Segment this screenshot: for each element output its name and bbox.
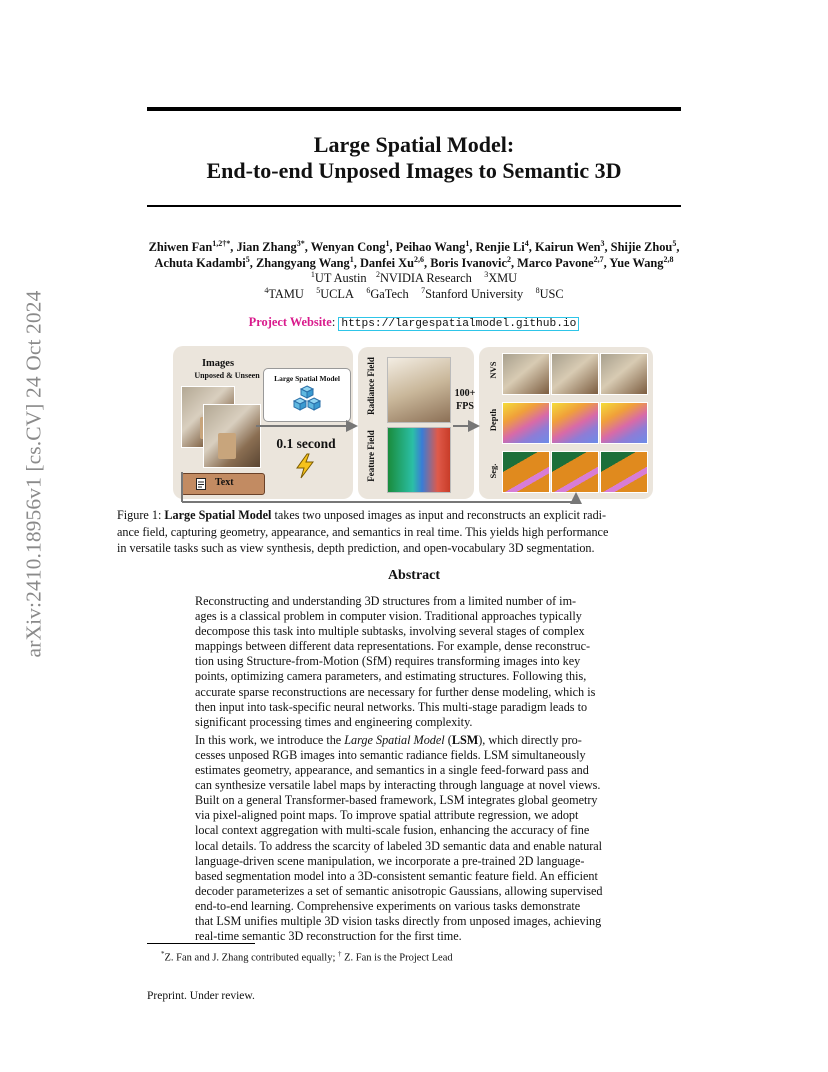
author-name: Zhiwen Fan — [148, 240, 213, 254]
seg-tile — [600, 451, 648, 493]
affiliation-sup: 2 — [375, 269, 380, 279]
author-sup: 1,2†* — [212, 238, 231, 248]
abstract-line: points, optimizing camera parameters, and estimating structures. Following this, — [195, 669, 587, 684]
lightning-icon — [293, 453, 317, 479]
author-sup: 3 — [600, 238, 605, 248]
abstract-line: that LSM unifies multiple 3D vision tasks directly from unposed images, achieving — [195, 913, 602, 928]
caption-line: ance field, capturing geometry, appearance, and semantics in real time. This yields high performance — [117, 524, 609, 539]
affiliation-name: XMU — [488, 271, 518, 285]
fps-value: 100+ — [454, 388, 476, 399]
abstract-line: end-to-end learning. Comprehensive experiments on various tasks demonstrate — [195, 898, 581, 913]
abstract-text: In this work, we introduce the — [195, 732, 345, 747]
affiliation-name: GaTech — [370, 286, 409, 301]
footnote-sup: † — [338, 950, 342, 958]
caption-text: takes two unposed images as input and reconstructs an explicit radi- — [271, 508, 607, 522]
author-name: Marco Pavone — [517, 255, 594, 270]
caption-line: in versatile tasks such as view synthesis, depth prediction, and open-vocabulary 3D segmentation. — [117, 541, 595, 555]
abstract-line: local details. To address the scarcity of labeled 3D semantic data and enable natural — [195, 838, 603, 853]
author-sup: 2 — [506, 254, 511, 264]
figure-1 — [170, 344, 656, 504]
caption-line — [117, 507, 713, 524]
abstract-line: mappings between different data representations. For example, dense reconstruc- — [195, 639, 591, 654]
figure-caption — [117, 507, 713, 557]
author-line-1: Zhiwen Fan$^{1,2\dagger*}$, Jian Zhang$^{3*}$, Wenyan Cong$^1$, Peihao Wang$^1$, Renjie Li$^4$, Kairun Wen$^3$, Shijie Zhou$^5$, — [148, 238, 680, 254]
nvs-row — [502, 353, 650, 393]
abstract-line: based segmentation model into a 3D-consistent semantic feature field. An efficient — [195, 868, 598, 883]
project-website: Project Website: https://largespatialmodel.github.io — [140, 315, 688, 330]
seg-row-label: Seg. — [488, 463, 498, 479]
radiance-field-cube — [387, 357, 451, 423]
affiliation-sup: 4 — [264, 285, 269, 295]
affiliation-sup: 7 — [421, 285, 426, 295]
author-sup: 3* — [296, 238, 305, 248]
abstract-line: language-driven scene manipulation, we incorporate a pre-trained 2D language- — [195, 853, 585, 868]
affiliation-name: TAMU — [268, 286, 304, 301]
depth-tile — [600, 402, 648, 444]
affiliation-name: UCLA — [320, 286, 354, 301]
abstract-line: cesses unposed RGB images into semantic radiance fields. LSM simultaneously — [195, 747, 586, 762]
author-name: Jian Zhang — [236, 240, 297, 254]
abstract-line: Built on a general Transformer-based framework, LSM integrates global geometry — [195, 793, 598, 808]
affiliation-sup: 3 — [484, 269, 489, 279]
abstract-body — [195, 594, 635, 944]
abstract-line: decompose this task into multiple subtasks, involving several stages of complex — [195, 624, 585, 639]
depth-row — [502, 402, 650, 442]
nvs-tile — [502, 353, 550, 395]
nvs-row-label: NVS — [488, 361, 498, 379]
affiliation-name: NVIDIA Research — [379, 271, 472, 285]
lsm-model-box — [263, 368, 351, 422]
cubes-icon — [292, 384, 322, 418]
paper-title — [147, 132, 681, 184]
abstract-line: local context aggregation with multi-scale fusion, enhancing the accuracy of fine — [195, 823, 590, 838]
text-button-label: Text — [215, 477, 234, 488]
author-sup: 1 — [385, 238, 390, 248]
seg-tile — [502, 451, 550, 493]
abstract-heading: Abstract — [387, 568, 441, 583]
abstract-line: tion using Structure-from-Motion (SfM) requires transforming images into key — [195, 654, 581, 669]
website-link[interactable]: https://largespatialmodel.github.io — [338, 317, 579, 331]
depth-row-label: Depth — [488, 408, 498, 432]
author-line-2: Achuta Kadambi$^5$, Zhangyang Wang$^1$, Danfei Xu$^{2,6}$, Boris Ivanovic$^2$, Marco Pavone$^{2,7}$, Yue Wang$^{2,8}$ — [154, 254, 674, 270]
footnote-text: Z. Fan is the Project Lead — [341, 952, 453, 964]
nvs-tile — [551, 353, 599, 395]
abstract-lines — [195, 748, 635, 944]
author-sup: 2,7 — [593, 254, 604, 264]
field-panel — [358, 347, 474, 499]
fps-label — [453, 387, 477, 413]
author-sup: 5 — [672, 238, 677, 248]
footnote-text: Z. Fan and J. Zhang contributed equally; — [164, 952, 339, 964]
depth-tile — [502, 402, 550, 444]
abstract-paragraph-2 — [195, 733, 635, 944]
nvs-tile — [600, 353, 648, 395]
text-input-button — [181, 473, 265, 495]
images-title: Images — [201, 358, 235, 369]
footnote-sup: * — [161, 950, 165, 958]
author-name: Danfei Xu — [359, 255, 414, 270]
depth-tile — [551, 402, 599, 444]
author-name: Zhangyang Wang — [255, 255, 350, 270]
author-name: Yue Wang — [609, 255, 664, 270]
seg-tile — [551, 451, 599, 493]
abstract-line: then input into task-specific neural networks. This multi-stage paradigm leads to — [195, 699, 588, 714]
affiliation-sup: 6 — [366, 285, 371, 295]
abstract-line: significant processing times and engineering complexity. — [195, 714, 473, 729]
footnote — [161, 950, 453, 964]
affiliation-line-2 — [140, 287, 688, 303]
output-panel — [479, 347, 653, 499]
author-name: Kairun Wen — [534, 240, 601, 254]
author-name: Boris Ivanovic — [430, 255, 507, 270]
fps-unit: FPS — [456, 401, 474, 412]
abstract-line — [195, 733, 635, 748]
abstract-line: decoder parameterizes a set of semantic anisotropic Gaussians, allowing supervised — [195, 883, 603, 898]
affiliation-sup: 5 — [316, 285, 321, 295]
footnote-rule — [147, 943, 255, 944]
abstract-line: via pixel-aligned point maps. To improve spatial attribute regression, we adopt — [195, 808, 579, 823]
author-name: Peihao Wang — [395, 240, 466, 254]
author-name: Renjie Li — [475, 240, 525, 254]
input-panel — [173, 346, 353, 499]
seg-row — [502, 451, 650, 491]
author-sup: 5 — [245, 254, 250, 264]
caption-prefix: Figure 1: — [117, 508, 165, 522]
abstract-line: can synthesize versatile label maps by interacting through language at novel views. — [195, 778, 601, 793]
author-name: Achuta Kadambi — [154, 255, 246, 270]
abstract-italic: Large Spatial Model — [344, 732, 445, 747]
author-sup: 1 — [349, 254, 354, 264]
title-line-1: Large Spatial Model: — [313, 132, 515, 157]
affiliation-name: USC — [539, 286, 564, 301]
abstract-paragraph-1 — [195, 594, 635, 730]
abstract-line: estimates geometry, appearance, and semantics in a single feed-forward pass and — [195, 763, 589, 778]
arxiv-stamp: arXiv:2410.18956v1 [cs.CV] 24 Oct 2024 — [21, 290, 46, 658]
affiliation-name: UT Austin — [314, 271, 367, 285]
affiliation-line-1 — [140, 271, 688, 287]
abstract-bold: LSM — [451, 732, 479, 747]
title-line-2: End-to-end Unposed Images to Semantic 3D — [206, 158, 622, 183]
author-name: Shijie Zhou — [610, 240, 673, 254]
website-label: Project Website — [248, 315, 332, 329]
input-image-2 — [203, 404, 261, 468]
author-sup: 2,8 — [663, 254, 674, 264]
title-top-rule — [147, 107, 681, 111]
affiliation-sup: 1 — [310, 269, 315, 279]
affiliation-name: Stanford University — [425, 286, 524, 301]
document-icon — [196, 478, 206, 490]
author-name: Wenyan Cong — [310, 240, 386, 254]
author-sup: 1 — [465, 238, 470, 248]
author-block — [140, 240, 688, 302]
caption-bold: Large Spatial Model — [164, 508, 272, 522]
abstract-line: real-time semantic 3D reconstruction for the first time. — [195, 929, 462, 944]
author-sup: 2,6 — [413, 254, 424, 264]
time-label: 0.1 second — [276, 436, 336, 451]
title-bottom-rule — [147, 205, 681, 207]
abstract-line: accurate sparse reconstructions are necessary for further dense modeling, which is — [195, 684, 596, 699]
abstract-line: ages is a classical problem in computer vision. Traditional approaches typically — [195, 609, 582, 624]
affiliation-sup: 8 — [535, 285, 540, 295]
abstract-text: ( — [444, 732, 452, 747]
feature-field-cube — [387, 427, 451, 493]
preprint-note: Preprint. Under review. — [147, 990, 255, 1002]
feature-field-label: Feature Field — [366, 430, 376, 482]
lsm-model-label: Large Spatial Model — [274, 374, 340, 383]
abstract-line: Reconstructing and understanding 3D structures from a limited number of im- — [195, 594, 577, 608]
images-subtitle: Unposed & Unseen — [194, 371, 260, 380]
author-sup: 4 — [524, 238, 529, 248]
abstract-text: ), which directly pro- — [478, 732, 582, 747]
radiance-field-label: Radiance Field — [366, 357, 376, 415]
